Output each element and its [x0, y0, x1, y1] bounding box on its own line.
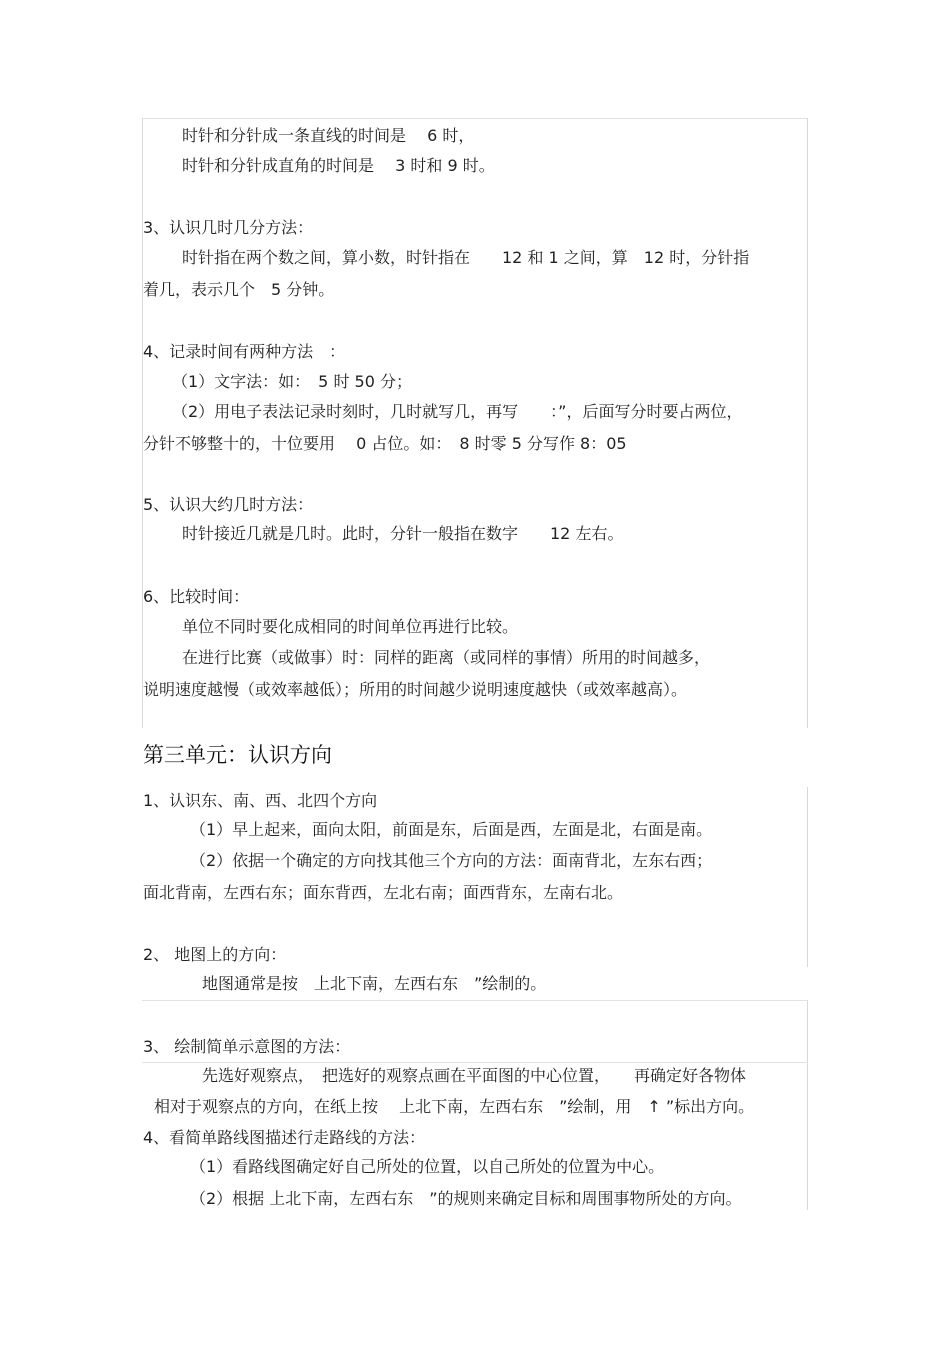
list-item: （1）看路线图确定好自己所处的位置，以自己所处的位置为中心。 [190, 1157, 665, 1176]
section-title: 1、认识东、南、西、北四个方向 [143, 791, 378, 810]
list-item: （1）文字法：如： 5 时 50 分； [172, 372, 412, 391]
text-line: 时针接近几就是几时。此时，分针一般指在数字 12 左右。 [182, 524, 624, 543]
list-item: （2）根据 上北下南，左西右东 ”的规则来确定目标和周围事物所处的方向。 [190, 1189, 742, 1208]
text-line: 相对于观察点的方向，在纸上按 上北下南，左西右东 ”绘制，用 ↑ ”标出方向。 [154, 1097, 755, 1116]
text-line: 时针和分针成直角的时间是 3 时和 9 时。 [182, 156, 495, 175]
list-item: （2）依据一个确定的方向找其他三个方向的方法：面南背北，左东右西； [190, 851, 713, 870]
section-title: 4、看简单路线图描述行走路线的方法： [143, 1128, 426, 1147]
text-line: 地图通常是按 上北下南，左西右东 ”绘制的。 [202, 974, 547, 993]
left-border-rule [142, 118, 143, 728]
top-border-rule [142, 118, 808, 119]
text-line: 面北背南，左西右东；面东背西，左北右南；面西背东，左南右北。 [143, 883, 624, 902]
section-title: 4、记录时间有两种方法 ： [143, 342, 346, 361]
right-border-rule-3 [807, 1000, 808, 1210]
text-line: 说明速度越慢（或效率越低）；所用的时间越少说明速度越快（或效率越高）。 [143, 680, 688, 699]
section-title: 3、 绘制简单示意图的方法： [143, 1037, 351, 1056]
section-title: 6、比较时间： [143, 587, 250, 606]
section-title: 5、认识大约几时方法： [143, 495, 314, 514]
right-border-rule [807, 118, 808, 728]
text-line: 着几，表示几个 5 分钟。 [143, 280, 335, 299]
text-line: 在进行比赛（或做事）时：同样的距离（或同样的事情）所用的时间越多， [182, 648, 711, 667]
mid-rule [142, 1000, 808, 1001]
text-line: 先选好观察点， 把选好的观察点画在平面图的中心位置， 再确定好各物体 [202, 1066, 747, 1085]
unit-heading: 第三单元：认识方向 [143, 743, 332, 767]
right-border-rule-2 [807, 787, 808, 967]
list-item: （1）早上起来，面向太阳，前面是东，后面是西，左面是北，右面是南。 [190, 820, 713, 839]
text-line: 分针不够整十的，十位要用 0 占位。如： 8 时零 5 分写作 8：05 [143, 434, 627, 453]
text-line: 时针指在两个数之间，算小数，时针指在 12 和 1 之间，算 12 时，分针指 [182, 248, 750, 267]
section-title: 2、 地图上的方向： [143, 945, 287, 964]
section-title: 3、认识几时几分方法： [143, 218, 314, 237]
text-line: 时针和分针成一条直线的时间是 6 时， [182, 126, 475, 145]
text-line: 单位不同时要化成相同的时间单位再进行比较。 [182, 617, 519, 636]
list-item: （2）用电子表法记录时刻时，几时就写几，再写 ：”，后面写分时要占两位， [172, 402, 743, 421]
mid-rule-2 [142, 1062, 808, 1063]
